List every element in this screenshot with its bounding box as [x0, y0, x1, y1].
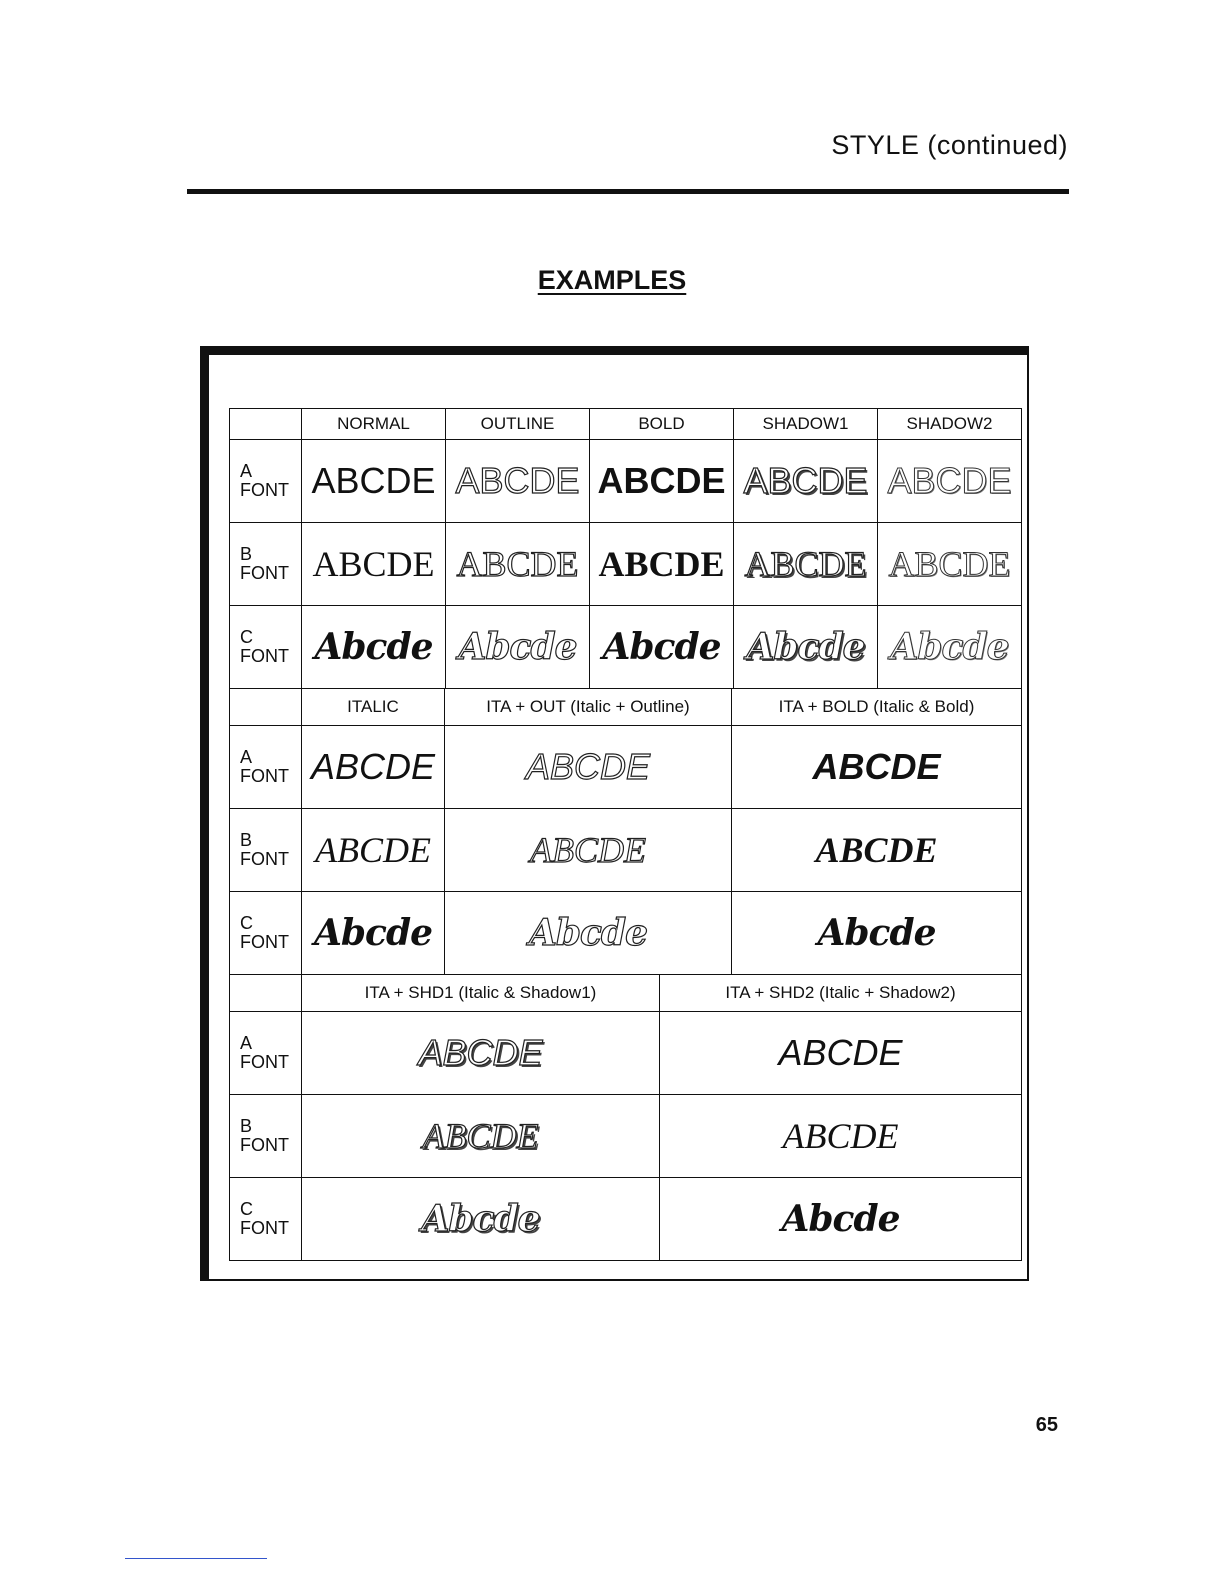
corner-cell	[230, 975, 302, 1011]
sample-shadow2-b: ABCDE	[888, 544, 1011, 584]
row-label	[230, 892, 302, 974]
row-label-text: A FONT	[240, 1033, 289, 1072]
row-label-text: B FONT	[240, 830, 289, 869]
table2-row-a	[230, 726, 1021, 809]
table1-row-c	[230, 606, 1021, 689]
sample-ita-shd2-c: Abcde	[781, 1198, 900, 1240]
sample-bold-c: Abcde	[590, 606, 734, 688]
row-label	[230, 606, 302, 688]
col-header-shadow1: SHADOW1	[734, 409, 878, 439]
page-title: STYLE (continued)	[831, 130, 1068, 160]
sample-bold-a: ABCDE	[590, 440, 734, 522]
row-label	[230, 809, 302, 891]
sample-shadow1-a: ABCDE	[734, 440, 878, 522]
sample-outline-b: ABCDE	[446, 523, 590, 605]
row-label	[230, 1012, 302, 1094]
sample-normal-b: ABCDE	[302, 523, 446, 605]
row-label-text: C FONT	[240, 913, 289, 952]
table3-row-a	[230, 1012, 1021, 1095]
sample-italic-a: ABCDE	[302, 726, 445, 808]
col-header-ita-shd2: ITA + SHD2 (Italic + Shadow2)	[725, 983, 956, 1002]
sample-ita-bold-b: ABCDE	[815, 830, 938, 870]
row-label-text: B FONT	[240, 544, 289, 583]
row-label	[230, 726, 302, 808]
sample-ita-shd2-b: ABCDE	[782, 1116, 899, 1156]
header-rule	[187, 189, 1069, 194]
col-header-ita-out: ITA + OUT (Italic + Outline)	[445, 689, 732, 725]
sample-outline-a: ABCDE	[446, 440, 590, 522]
sample-shadow2-c: Abcde	[890, 626, 1009, 668]
row-label-text: B FONT	[240, 1116, 289, 1155]
col-header-outline: OUTLINE	[446, 409, 590, 439]
row-label	[230, 1178, 302, 1260]
corner-cell	[230, 409, 302, 439]
row-label	[230, 440, 302, 522]
sample-ita-shd1-a: ABCDE	[302, 1012, 660, 1094]
col-header-bold: BOLD	[590, 409, 734, 439]
sample-italic-b: ABCDE	[302, 809, 445, 891]
sample-shadow2-a: ABCDE	[887, 460, 1012, 501]
sample-ita-bold-a: ABCDE	[812, 746, 941, 787]
section-title-text: EXAMPLES	[537, 265, 687, 295]
sample-ita-out-a: ABCDE	[445, 726, 732, 808]
table1-row-a	[230, 440, 1021, 523]
col-header-ita-bold: ITA + BOLD (Italic & Bold)	[778, 697, 975, 716]
sample-shadow1-c: Abcde	[734, 606, 878, 688]
col-header-italic: ITALIC	[302, 689, 445, 725]
row-label	[230, 523, 302, 605]
sample-italic-c: Abcde	[302, 892, 445, 974]
col-header-normal: NORMAL	[302, 409, 446, 439]
col-header-ita-shd1: ITA + SHD1 (Italic & Shadow1)	[302, 975, 660, 1011]
page-number: 65	[1035, 1414, 1058, 1436]
row-label-text: A FONT	[240, 461, 289, 500]
table2-row-c	[230, 892, 1021, 975]
table3-header-row	[230, 975, 1021, 1012]
footer-line	[125, 1558, 267, 1559]
style-examples-table	[229, 408, 1022, 1261]
row-label-text: A FONT	[240, 747, 289, 786]
sample-bold-b: ABCDE	[590, 523, 734, 605]
sample-ita-shd1-b: ABCDE	[302, 1095, 660, 1177]
row-label-text: C FONT	[240, 627, 289, 666]
sample-ita-bold-c: Abcde	[817, 912, 936, 954]
section-title	[0, 265, 1224, 296]
table1-row-b	[230, 523, 1021, 606]
sample-outline-c: Abcde	[446, 606, 590, 688]
row-label	[230, 1095, 302, 1177]
sample-ita-shd1-c: Abcde	[302, 1178, 660, 1260]
sample-ita-out-c: Abcde	[445, 892, 732, 974]
table2-header-row	[230, 689, 1021, 726]
table2-row-b	[230, 809, 1021, 892]
corner-cell	[230, 689, 302, 725]
sample-normal-a: ABCDE	[302, 440, 446, 522]
table1-header-row	[230, 409, 1021, 440]
sample-shadow1-b: ABCDE	[734, 523, 878, 605]
sample-ita-shd2-a: ABCDE	[778, 1032, 903, 1073]
col-header-shadow2: SHADOW2	[906, 414, 993, 433]
sample-ita-out-b: ABCDE	[445, 809, 732, 891]
table3-row-c	[230, 1178, 1021, 1260]
sample-normal-c: Abcde	[302, 606, 446, 688]
row-label-text: C FONT	[240, 1199, 289, 1238]
table3-row-b	[230, 1095, 1021, 1178]
